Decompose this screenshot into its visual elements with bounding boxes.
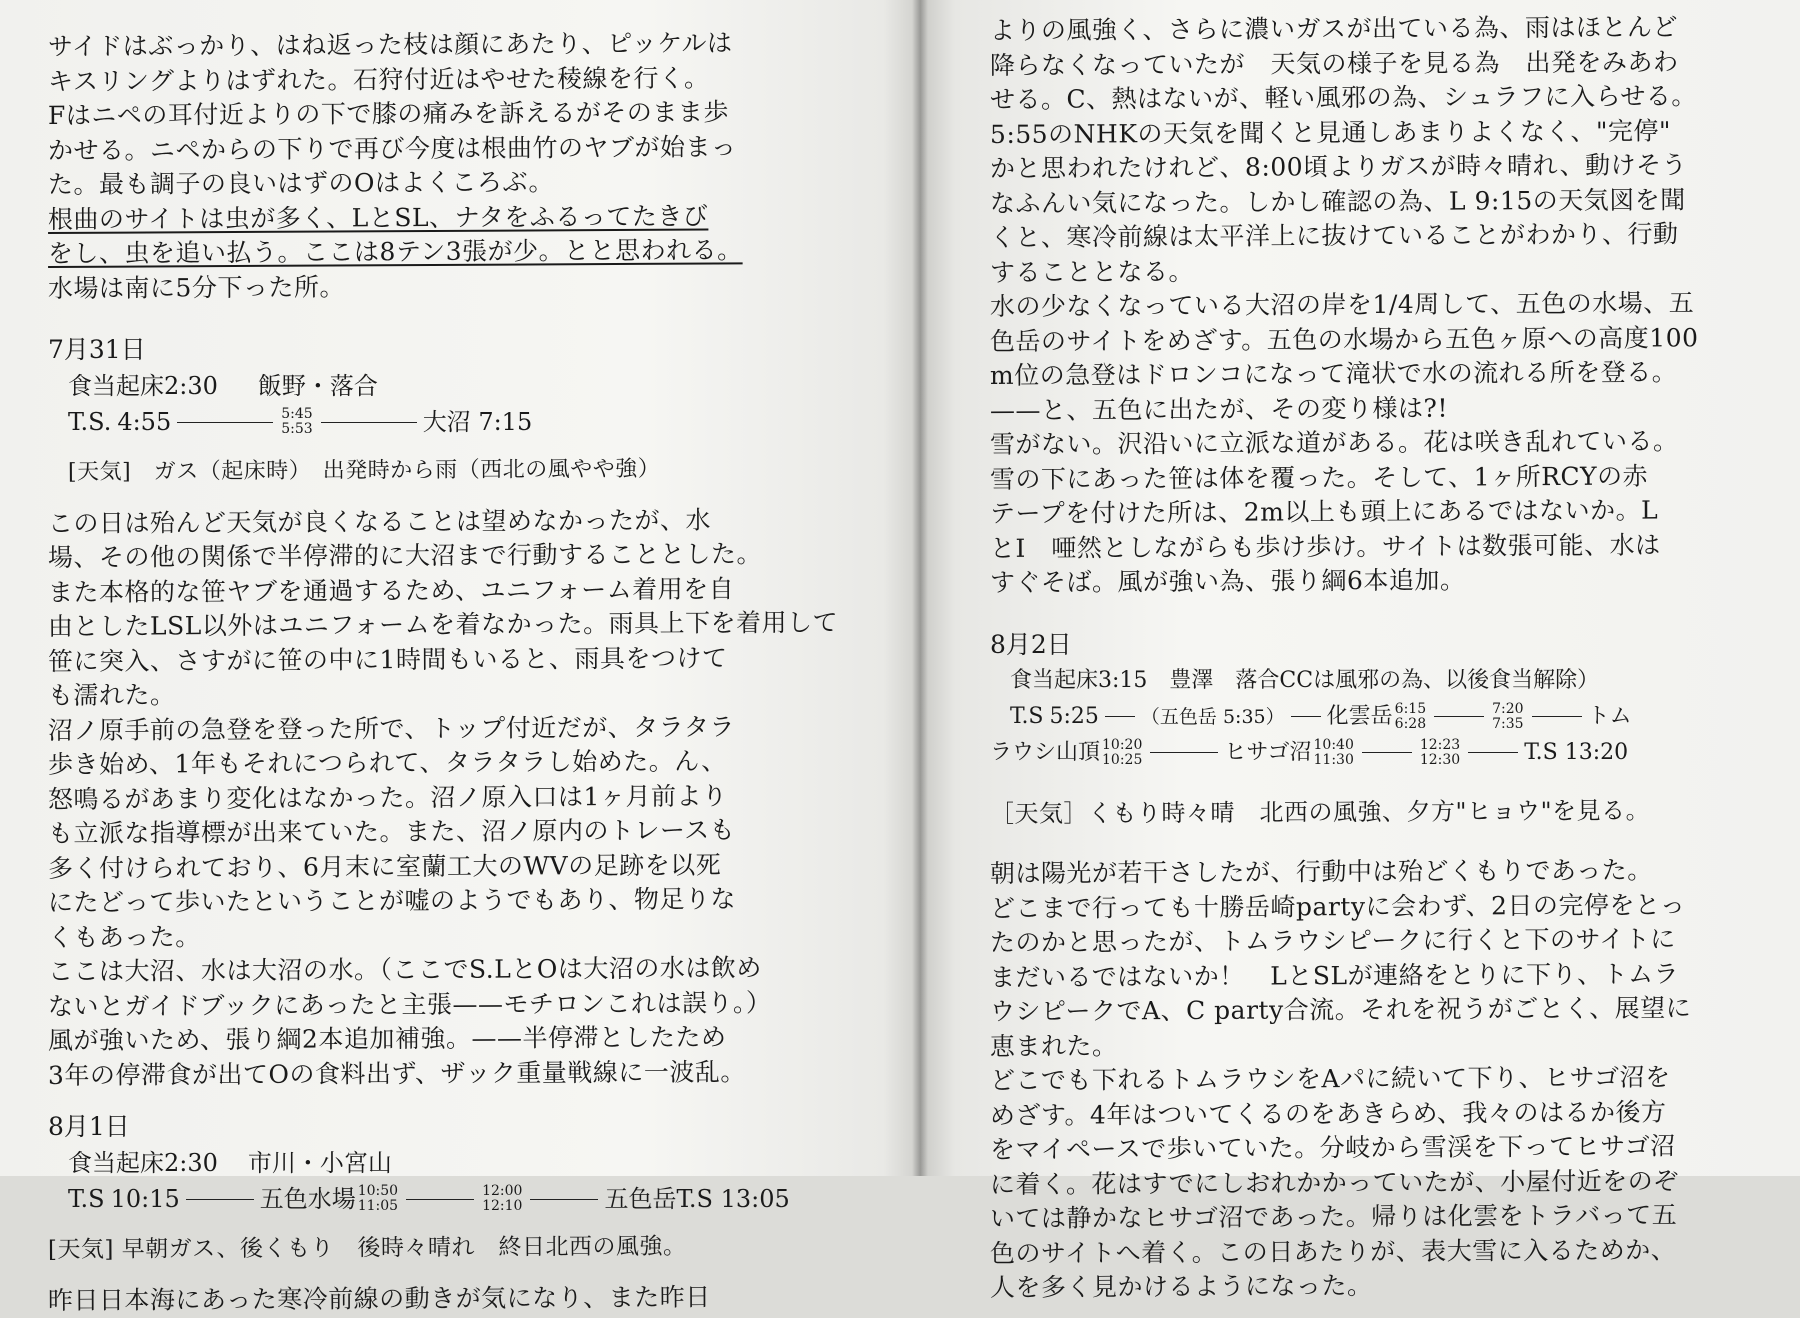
ts-label: T.S	[1010, 703, 1044, 729]
text-line: 雪の下にあった笹は体を覆った。そして、1ヶ所RCYの赤	[989, 461, 1649, 494]
ts-end: T.S 13:20	[1524, 739, 1629, 765]
route-dash	[530, 1199, 598, 1200]
time-pair	[1395, 702, 1426, 732]
ts-end: 大沼 7:15	[422, 408, 533, 436]
duty-line	[48, 368, 880, 404]
duty-names: 飯野・落合	[257, 372, 378, 400]
text-line: も立派な指導標が出来ていた。また、沼ノ原内のトレースも	[47, 815, 736, 848]
text-line: 人を多く見かけるようになった。	[989, 1270, 1373, 1302]
route-dash	[1434, 716, 1484, 717]
text-line: ——と、五色に出たが、その変り様は?!	[989, 393, 1449, 425]
weather-line: [天気] 早朝ガス、後くもり 後時々晴れ 終日北西の風強。	[47, 1233, 687, 1263]
route-dash	[1105, 716, 1135, 717]
time-top: 10:40	[1313, 736, 1354, 753]
ts-note: （五色岳 5:35）	[1140, 705, 1285, 728]
ts-start: ラウシ山頂	[990, 739, 1101, 765]
time-pair	[358, 1184, 398, 1214]
route-dash	[406, 1199, 474, 1200]
time-bottom: 12:10	[482, 1198, 523, 1214]
time-pair	[1314, 738, 1354, 768]
schedule-line	[990, 699, 1760, 735]
time-pair	[1492, 702, 1523, 732]
text-line: m位の急登はドロンコになって滝状で水の流れる所を登る。	[989, 357, 1678, 390]
text-line: 怒鳴るがあまり変化はなかった。沼ノ原入口は1ヶ月前より	[47, 780, 728, 814]
ts-label: T.S	[68, 1185, 105, 1213]
schedule-line	[990, 735, 1760, 771]
text-line: 根曲のサイトは虫が多く、LとSL、ナタをふるってたきび	[47, 201, 709, 234]
time-bottom: 10:25	[1102, 751, 1143, 768]
time-bottom: 5:53	[281, 421, 313, 437]
time-bottom: 6:28	[1394, 715, 1427, 732]
time-top: 6:15	[1394, 700, 1427, 717]
text-line: どこでも下れるトムラウシをAパに続いて下り、ヒサゴ沼を	[989, 1062, 1671, 1095]
ts-place: ヒサゴ沼	[1224, 739, 1312, 765]
text-line: すぐそば。風が強い為、張り綱6本追加。	[989, 565, 1466, 597]
text-line: することとなる。	[989, 256, 1195, 287]
text-line: かと思われたけれど、8:00頃よりガスが時々晴れ、動けそう	[989, 150, 1688, 183]
text-line: も濡れた。	[47, 680, 176, 710]
route-dash	[1291, 716, 1321, 717]
text-line: また本格的な笹ヤブを通過するため、ユニフォーム着用を自	[47, 573, 735, 607]
time-top: 5:45	[281, 406, 313, 422]
text-line: どこまで行っても十勝岳崎partyに会わず、2日の完停をとっ	[989, 889, 1686, 923]
time-top: 12:23	[1419, 736, 1461, 753]
entry-body	[990, 857, 1760, 1306]
route-dash	[1362, 752, 1412, 753]
text-line: くもあった。	[47, 921, 201, 952]
time-top: 10:50	[357, 1183, 399, 1199]
text-line: 由としたLSL以外はユニフォームを着なかった。雨具上下を着用して	[47, 607, 839, 641]
text-line: 雪がない。沢沿いに立派な道がある。花は咲き乱れている。	[989, 426, 1679, 459]
entry-date: 7月31日	[48, 335, 146, 364]
route-dash	[186, 1199, 254, 1200]
right-page	[920, 0, 1800, 1302]
ts-place: 五色水場	[259, 1185, 356, 1213]
duty-line	[990, 663, 1760, 699]
text-line: ここは大沼、水は大沼の水。（ここでS.LとOは大沼の水は飲め	[47, 953, 762, 986]
text-line: 色のサイトへ着く。この日あたりが、表大雪に入るためか、	[989, 1234, 1677, 1268]
text-line: ないとガイドブックにあったと主張——モチロンこれは誤り。）	[47, 987, 772, 1021]
ts-label: T.S.	[68, 408, 112, 436]
text-line: とI 唖然としながらも歩け歩け。サイトは数張可能、水は	[989, 529, 1661, 563]
text-line: なふんい気になった。しかし確認の為、L 9:15の天気図を聞	[989, 184, 1686, 218]
entry-date: 8月2日	[990, 629, 1072, 659]
duty-time: 食当起床2:30	[68, 1149, 218, 1177]
time-bottom: 7:35	[1492, 715, 1524, 732]
text-line: 昨日日本海にあった寒冷前線の動きが気になり、また昨日	[47, 1282, 711, 1315]
entry-jul31	[48, 332, 880, 1093]
time-top: 12:00	[482, 1183, 523, 1199]
weather-line: [天気] ガス（起床時） 出発時から雨（西北の風やや強）	[67, 456, 661, 485]
time-bottom: 11:05	[357, 1198, 399, 1214]
text-line: サイドはぶっかり、はね返った枝は顔にあたり、ピッケルは	[47, 28, 733, 61]
text-line: よりの風強く、さらに濃いガスが出ている為、雨はほとんど	[989, 12, 1679, 45]
text-line: いては静かなヒサゴ沼であった。帰りは化雲をトラバって五	[989, 1200, 1678, 1233]
entry-date: 8月1日	[48, 1112, 130, 1141]
duty-time: 食当起床2:30	[68, 372, 218, 400]
schedule-line	[48, 1181, 880, 1217]
ts-place: 化雲岳	[1326, 703, 1393, 729]
text-line: 3年の停滞食が出てOの食料出ず、ザック重量戦線に一波乱。	[47, 1056, 746, 1090]
text-line: をし、虫を追い払う。ここは8テン3張が少。とと思われる。	[47, 235, 743, 268]
text-line: 降らなくなっていたが 天気の様子を見る為 出発をみあわ	[989, 46, 1679, 80]
text-line: まだいるではないか！ LとSLが連絡をとりに下り、トムラ	[989, 958, 1680, 992]
text-line: 水場は南に5分下った所。	[47, 271, 345, 303]
entry-body	[48, 507, 880, 1094]
time-bottom: 12:30	[1419, 751, 1461, 768]
text-line: に着く。花はすでにしおれかかっていたが、小屋付近をのぞ	[989, 1165, 1679, 1199]
text-line: をマイペースで歩いていた。分岐から雪渓を下ってヒサゴ沼	[989, 1131, 1676, 1164]
duty-line	[48, 1145, 880, 1181]
text-line: 恵まれた。	[989, 1030, 1118, 1061]
text-line: にたどって歩いたということが嘘のようでもあり、物足りな	[47, 884, 737, 917]
text-line: 風が強いため、張り綱2本追加補強。——半停滞としたため	[47, 1022, 727, 1055]
time-pair	[281, 407, 312, 437]
ts-time: 10:15	[110, 1185, 180, 1213]
text-line: くと、寒冷前線は太平洋上に抜けていることがわかり、行動	[989, 219, 1679, 252]
text-line: せる。C、熱はないが、軽い風邪の為、シュラフに入らせる。	[989, 81, 1697, 114]
time-pair	[1102, 738, 1142, 768]
route-dash	[321, 422, 417, 423]
weather-line: ［天気］くもり時々晴 北西の風強、夕方"ヒョウ"を見る。	[989, 796, 1651, 828]
time-bottom: 11:30	[1313, 751, 1354, 768]
text-line: たのかと思ったが、トムラウシピークに行くと下のサイトに	[989, 924, 1676, 957]
route-dash	[1532, 716, 1582, 717]
text-line: 多く付けられており、6月末に室蘭工大のWVの足跡を以死	[47, 849, 722, 883]
time-pair	[482, 1184, 522, 1214]
time-top: 7:20	[1492, 700, 1524, 717]
text-line: 色岳のサイトをめざす。五色の水場から五色ヶ原への高度100	[989, 322, 1699, 356]
left-top-paragraph	[48, 30, 880, 306]
text-line: ウシピークでA、C party合流。それを祝うがごとく、展望に	[989, 993, 1692, 1026]
entry-aug2	[990, 627, 1760, 1306]
text-line: た。最も調子の良いはずのOはよくころぶ。	[47, 167, 555, 199]
duty-text: 食当起床3:15 豊澤 落合CCは風邪の為、以後食当解除）	[1010, 667, 1600, 693]
route-dash	[177, 422, 273, 423]
ts-end: トム	[1587, 703, 1632, 729]
ts-time: 5:25	[1049, 703, 1099, 729]
entry-aug1	[48, 1109, 880, 1318]
text-line: 歩き始め、1年もそれにつられて、タラタラし始めた。ん、	[47, 746, 727, 779]
duty-names: 市川・小宮山	[247, 1149, 392, 1177]
text-line: めざす。4年はついてくるのをあきらめ、我々のはるか後方	[989, 1096, 1667, 1130]
text-line: 笹に突入、さすがに笹の中に1時間もいると、雨具をつけて	[47, 642, 728, 676]
route-dash	[1468, 752, 1518, 753]
text-line: 朝は陽光が若干さしたが、行動中は殆どくもりであった。	[989, 855, 1653, 888]
text-line: Fはニペの耳付近よりの下で膝の痛みを訴えるがそのまま歩	[47, 97, 729, 130]
text-line: テープを付けた所は、2m以上も頭上にあるではないか。L	[989, 495, 1659, 528]
text-line: かせる。ニペからの下りで再び今度は根曲竹のヤブが始まっ	[47, 131, 737, 165]
right-top-paragraph	[990, 14, 1760, 601]
text-line: 場、その他の関係で半停滞的に大沼まで行動することとした。	[47, 539, 763, 572]
ts-end: 五色岳T.S 13:05	[604, 1185, 790, 1213]
ts-time: 4:55	[117, 408, 172, 436]
text-line: 水の少なくなっている大沼の岸を1/4周して、五色の水場、五	[989, 288, 1695, 321]
text-line: 5:55のNHKの天気を聞くと見通しあまりよくなく、"完停"	[989, 115, 1672, 149]
text-line: 沼ノ原手前の急登を登った所で、トップ付近だが、タラタラ	[47, 711, 736, 745]
schedule-line	[48, 404, 880, 440]
time-top: 10:20	[1102, 736, 1143, 753]
text-line: この日は殆んど天気が良くなることは望めなかったが、水	[47, 505, 712, 538]
route-dash	[1150, 752, 1218, 753]
time-pair	[1420, 738, 1460, 768]
text-line: キスリングよりはずれた。石狩付近はやせた稜線を行く。	[47, 63, 710, 96]
